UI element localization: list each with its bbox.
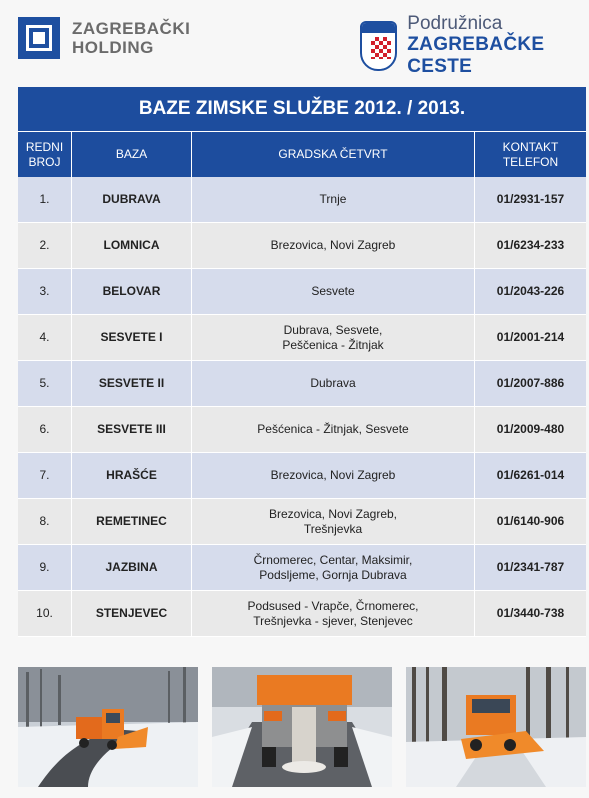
table-header-row <box>18 132 586 177</box>
table-row <box>18 407 586 453</box>
row-district: Pešćenica - Žitnjak, Sesvete <box>192 407 475 453</box>
row-base: HRAŠĆE <box>72 453 192 499</box>
row-phone[interactable]: 01/2043-226 <box>475 269 586 315</box>
row-phone[interactable]: 01/6140-906 <box>475 499 586 545</box>
coat-of-arms-icon <box>360 21 397 71</box>
row-phone[interactable]: 01/2009-480 <box>475 407 586 453</box>
header <box>0 0 589 80</box>
row-ordinal: 8. <box>18 499 72 545</box>
snowplow-truck-road-photo <box>18 667 198 787</box>
header-ordinal: REDNI BROJ <box>18 132 72 177</box>
row-district: Trnje <box>192 177 475 223</box>
zagrebacke-ceste-logo[interactable] <box>360 14 589 78</box>
table-row <box>18 177 586 223</box>
row-ordinal: 10. <box>18 591 72 637</box>
row-base: SESVETE III <box>72 407 192 453</box>
row-district: Brezovica, Novi Zagreb <box>192 223 475 269</box>
logo-line-2: HOLDING <box>72 38 154 57</box>
row-phone[interactable]: 01/2931-157 <box>475 177 586 223</box>
row-base: REMETINEC <box>72 499 192 545</box>
row-phone[interactable]: 01/6234-233 <box>475 223 586 269</box>
row-phone[interactable]: 01/6261-014 <box>475 453 586 499</box>
row-ordinal: 7. <box>18 453 72 499</box>
row-district: Dubrava <box>192 361 475 407</box>
header-base: BAZA <box>72 132 192 177</box>
row-ordinal: 9. <box>18 545 72 591</box>
table-row <box>18 223 586 269</box>
row-ordinal: 5. <box>18 361 72 407</box>
gritter-truck-rear-photo <box>212 667 392 787</box>
row-base: SESVETE I <box>72 315 192 361</box>
row-base: JAZBINA <box>72 545 192 591</box>
row-district: Podsused - Vrapče, Črnomerec, Trešnjevka - sjever, Stenjevec <box>192 591 475 637</box>
table-row <box>18 545 586 591</box>
row-phone[interactable]: 01/2007-886 <box>475 361 586 407</box>
row-base: SESVETE II <box>72 361 192 407</box>
header-district: GRADSKA ČETVRT <box>192 132 475 177</box>
row-ordinal: 2. <box>18 223 72 269</box>
table-row <box>18 591 586 637</box>
row-ordinal: 1. <box>18 177 72 223</box>
row-base: STENJEVEC <box>72 591 192 637</box>
row-district: Črnomerec, Centar, Maksimir, Podsljeme, Gornja Dubrava <box>192 545 475 591</box>
table-row <box>18 361 586 407</box>
header-phone: KONTAKT TELEFON <box>502 139 559 169</box>
photo-strip <box>18 667 586 787</box>
table-title: BAZE ZIMSKE SLUŽBE 2012. / 2013. <box>18 87 586 132</box>
snowplow-truck-forest-photo <box>406 667 586 787</box>
row-ordinal: 3. <box>18 269 72 315</box>
row-ordinal: 4. <box>18 315 72 361</box>
row-base: BELOVAR <box>72 269 192 315</box>
row-base: DUBRAVA <box>72 177 192 223</box>
table-row <box>18 269 586 315</box>
row-phone[interactable]: 01/2001-214 <box>475 315 586 361</box>
zagrebacki-holding-logo[interactable] <box>18 17 190 59</box>
row-district: Sesvete <box>192 269 475 315</box>
table-row <box>18 453 586 499</box>
row-base: LOMNICA <box>72 223 192 269</box>
branch-label: Podružnica <box>407 13 503 34</box>
row-phone[interactable]: 01/3440-738 <box>475 591 586 637</box>
company-name: ZAGREBAČKE CESTE <box>407 34 545 77</box>
winter-service-table <box>18 87 586 637</box>
row-district: Dubrava, Sesvete, Peščenica - Žitnjak <box>192 315 475 361</box>
row-ordinal: 6. <box>18 407 72 453</box>
square-logo-icon <box>18 17 60 59</box>
logo-line-1: ZAGREBAČKI <box>72 19 191 38</box>
row-district: Brezovica, Novi Zagreb <box>192 453 475 499</box>
table-row <box>18 499 586 545</box>
row-district: Brezovica, Novi Zagreb, Trešnjevka <box>192 499 475 545</box>
table-row <box>18 315 586 361</box>
row-phone[interactable]: 01/2341-787 <box>475 545 586 591</box>
table-body <box>18 177 586 637</box>
